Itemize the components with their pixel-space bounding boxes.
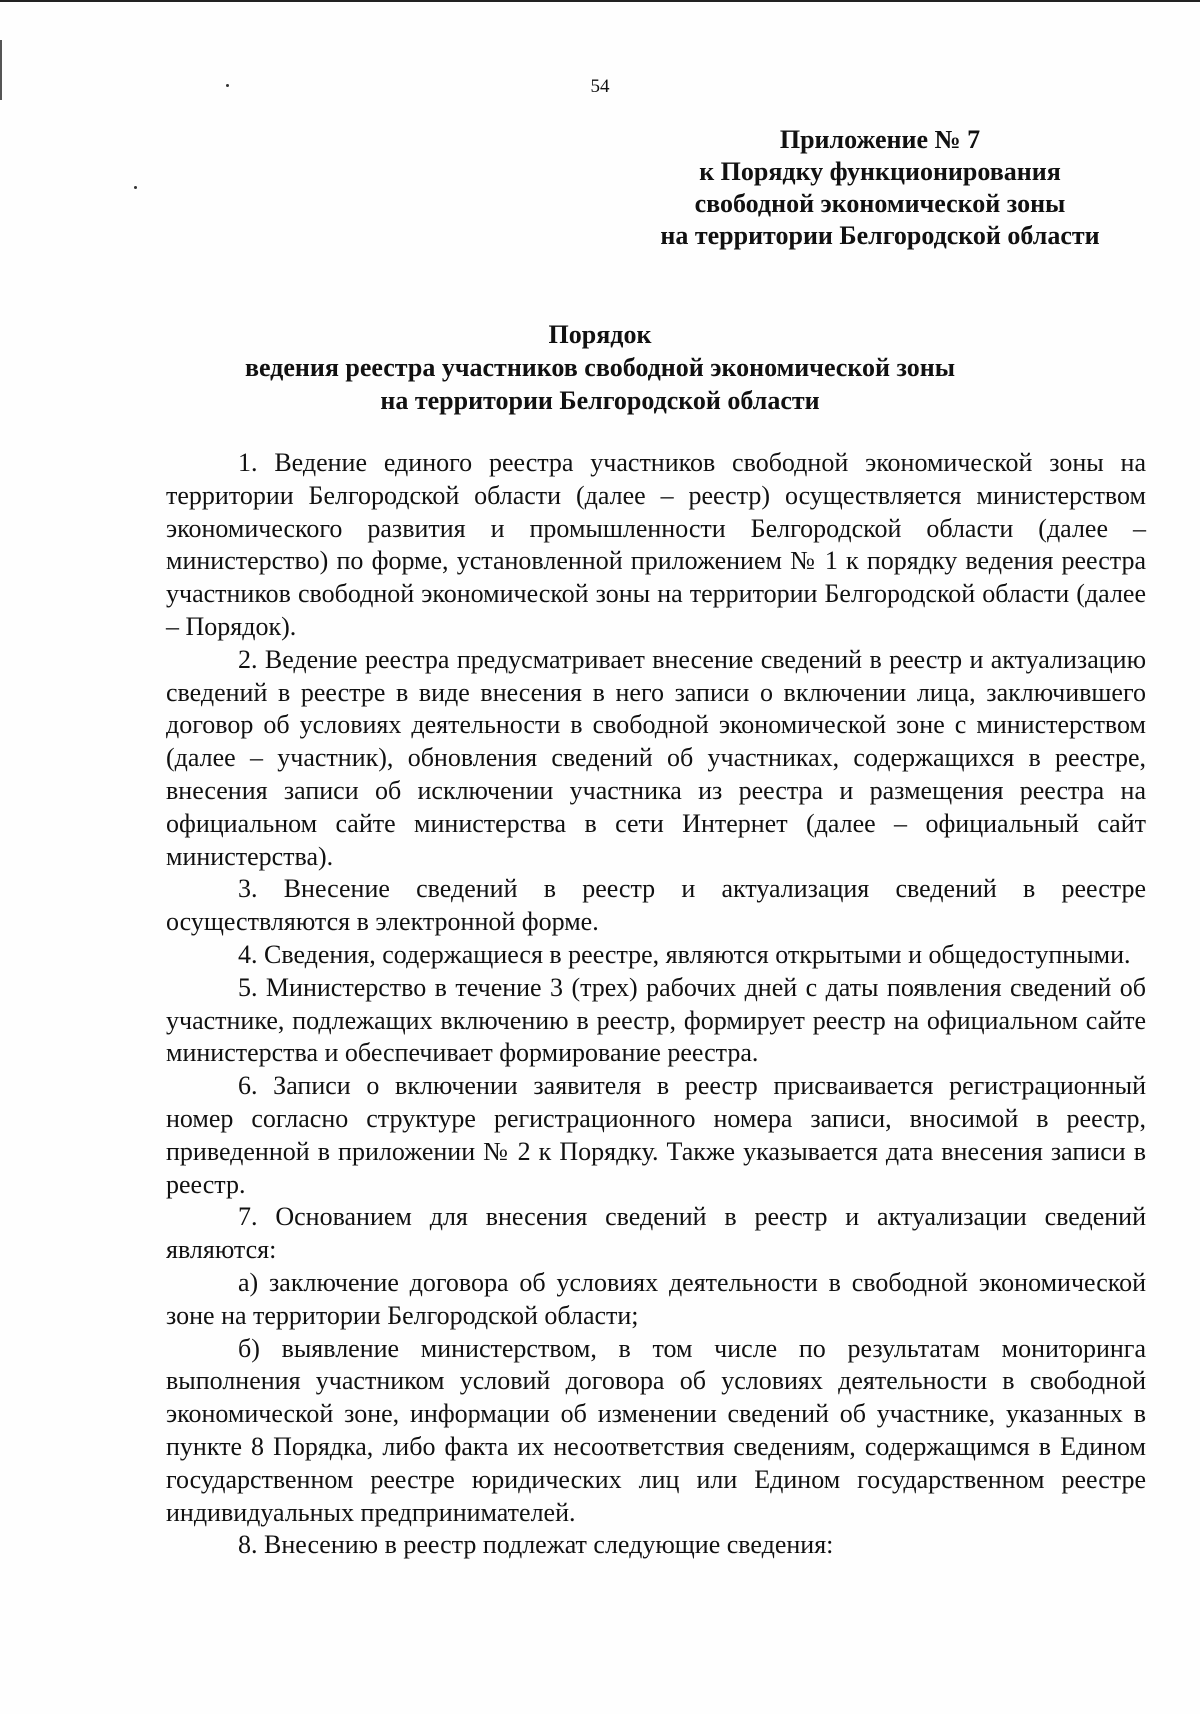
scan-speck bbox=[134, 186, 137, 189]
appendix-line-4: на территории Белгородской области bbox=[660, 221, 1100, 250]
page-number: 54 bbox=[590, 76, 610, 97]
paragraph-7a: а) заключение договора об условиях деятельности в свободной экономической зоне на территории Белгородской области; bbox=[166, 1267, 1146, 1330]
paragraph-8: 8. Внесению в реестр подлежат следующие сведения: bbox=[238, 1530, 834, 1560]
appendix-header bbox=[600, 124, 1160, 252]
paragraph-3: 3. Внесение сведений в реестр и актуализация сведений в реестре осуществляются в электронной форме. bbox=[166, 874, 1146, 937]
paragraph-7: 7. Основанием для внесения сведений в реестр и актуализации сведений являются: bbox=[166, 1202, 1146, 1265]
appendix-line-3: свободной экономической зоны bbox=[694, 189, 1066, 218]
title-line-2: ведения реестра участников свободной экономической зоны bbox=[244, 353, 956, 382]
paragraph-5: 5. Министерство в течение 3 (трех) рабочих дней с даты появления сведений об участнике, подлежащих включению в реестр, формирует реестр на официальном сайте министерства и обеспечивает формирование реестра. bbox=[166, 972, 1146, 1068]
scan-edge-top bbox=[0, 0, 1200, 2]
paragraph-4: 4. Сведения, содержащиеся в реестре, являются открытыми и общедоступными. bbox=[238, 939, 1131, 969]
paragraph-2: 2. Ведение реестра предусматривает внесение сведений в реестр и актуализацию сведений в реестре в виде внесения в него записи о включении лица, заключившего договор об условиях деятельности в свободной экономической зоне с министерством (далее – участник), обновления сведений об участниках, содержащихся в реестре, внесения записи об исключении участника из реестра и размещения реестра на официальном сайте министерства в сети Интернет (далее – официальный сайт министерства). bbox=[166, 644, 1146, 871]
paragraph-6: 6. Записи о включении заявителя в реестр присваивается регистрационный номер согласно структуре регистрационного номера записи, вносимой в реестр, приведенной в приложении № 2 к Порядку. Также указывается дата внесения записи в реестр. bbox=[166, 1071, 1146, 1199]
title-line-3: на территории Белгородской области bbox=[380, 386, 820, 415]
title-line-1: Порядок bbox=[548, 320, 652, 349]
appendix-line-2: к Порядку функционирования bbox=[699, 157, 1061, 186]
paragraph-7b: б) выявление министерством, в том числе по результатам мониторинга выполнения участником условий договора об условиях деятельности в свободной экономической зоне, информации об изменении сведений об участнике, указанных в пункте 8 Порядка, либо факта их несоответствия сведениям, содержащимся в Едином государственном реестре юридических лиц или Едином государственном реестре индивидуальных предпринимателей. bbox=[166, 1333, 1146, 1527]
paragraph-1: 1. Ведение единого реестра участников свободной экономической зоны на территории Белгородской области (далее – реестр) осуществляется министерством экономического развития и промышленности Белгородской области (далее – министерство) по форме, установленной приложением № 1 к порядку ведения реестра участников свободной экономической зоны на территории Белгородской области (далее – Порядок). bbox=[166, 448, 1146, 641]
document-title bbox=[0, 318, 1200, 417]
document-body bbox=[166, 447, 1146, 1562]
appendix-line-1: Приложение № 7 bbox=[779, 125, 981, 154]
